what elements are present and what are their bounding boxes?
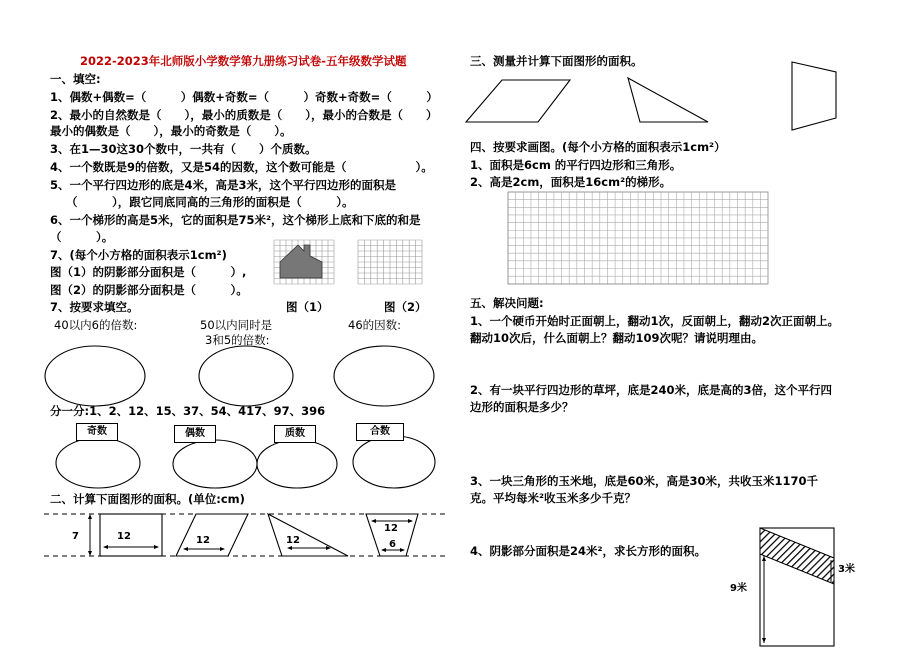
shaded-parallelogram (760, 528, 834, 584)
category-prime: 质数 (274, 425, 316, 443)
problem-3b: 克。平均每米²收玉米多少千克？ (470, 491, 637, 505)
dim-trapezoid-bottom-6: 6 (389, 539, 396, 550)
question-6a: 6、一个梯形的高是5米，它的面积是75米²，这个梯形上底和下底的和是 (50, 213, 421, 227)
label-9m: 9米 (730, 583, 747, 594)
question-2b: 最小的偶数是（ ），最小的奇数是（ ）。 (50, 124, 292, 138)
question-1: 1、偶数+偶数=（ ）偶数+奇数=（ ）奇数+奇数=（ ） (50, 90, 438, 104)
oval-label-1: 40以内6的倍数: (54, 318, 138, 332)
category-composite: 合数 (356, 423, 404, 441)
question-5a: 5、一个平行四边形的底是4米，高是3米，这个平行四边形的面积是 (50, 178, 397, 192)
question-7b: 图（1）的阴影部分面积是（ ）, (50, 265, 247, 279)
question-3: 3、在1—30这30个数中，一共有（ ）个质数。 (50, 142, 317, 156)
dim-height-7: 7 (72, 531, 79, 542)
problem-1a: 1、一个硬币开始时正面朝上，翻动1次，反面朝上，翻动2次正面朝上。 (470, 314, 840, 328)
problem-2a: 2、有一块平行四边形的草坪，底是240米，底是高的3倍，这个平行四 (470, 383, 833, 397)
question-2a: 2、最小的自然数是（ ），最小的质数是（ ），最小的合数是（ ） (50, 108, 438, 122)
oval-label-2a: 50以内同时是 (200, 318, 273, 332)
oval-label-3: 46的因数: (348, 318, 402, 332)
figure-1-caption: 图（1） (286, 300, 329, 314)
dim-trapezoid-top-12: 12 (384, 523, 398, 534)
section-fill-blank: 一、填空: (50, 72, 101, 86)
question-7d: 7、按要求填空。 (50, 300, 139, 314)
dim-parallelogram-12: 12 (196, 535, 210, 546)
question-6b: （ ）。 (50, 230, 114, 244)
draw-task-1: 1、面积是6cm 的平行四边形和三角形。 (470, 158, 682, 172)
question-4: 4、一个数既是9的倍数，又是54的因数，这个数可能是（ ）。 (50, 160, 433, 174)
figure-2-caption: 图（2） (384, 300, 427, 314)
category-odd: 奇数 (76, 423, 118, 441)
problem-2b: 边形的面积是多少？ (470, 400, 574, 414)
dim-rect-12: 12 (117, 531, 131, 542)
problem-1b: 翻动10次后，什么面朝上？翻动109次呢？请说明理由。 (470, 331, 764, 345)
oval-label-2b: 3和5的倍数: (205, 333, 270, 347)
draw-task-2: 2、高是2cm，面积是16cm²的梯形。 (470, 175, 672, 189)
section-calc-area: 二、计算下面图形的面积。(单位:cm) (50, 492, 245, 506)
dim-triangle-12: 12 (286, 535, 300, 546)
question-7c: 图（2）的阴影部分面积是（ ）。 (50, 283, 248, 297)
section-draw: 四、按要求画图。(每个小方格的面积表示1cm²） (470, 140, 726, 154)
label-3m: 3米 (838, 564, 855, 575)
page-title: 2022-2023年北师版小学数学第九册练习试卷-五年级数学试题 (80, 54, 407, 68)
question-7a: 7、(每个小方格的面积表示1cm²) (50, 248, 227, 262)
section-solve: 五、解决问题: (470, 296, 544, 310)
section-measure: 三、测量并计算下面图形的面积。 (470, 54, 643, 68)
problem-4: 4、阴影部分面积是24米²，求长方形的面积。 (470, 544, 707, 558)
question-5b: （ ），跟它同底同高的三角形的面积是（ ）。 (66, 195, 354, 209)
problem-3a: 3、一块三角形的玉米地，底是60米，高是30米，共收玉米1170千 (470, 474, 819, 488)
sort-numbers: 分一分:1、2、12、15、37、54、417、97、396 (50, 404, 326, 418)
category-even: 偶数 (174, 425, 216, 443)
